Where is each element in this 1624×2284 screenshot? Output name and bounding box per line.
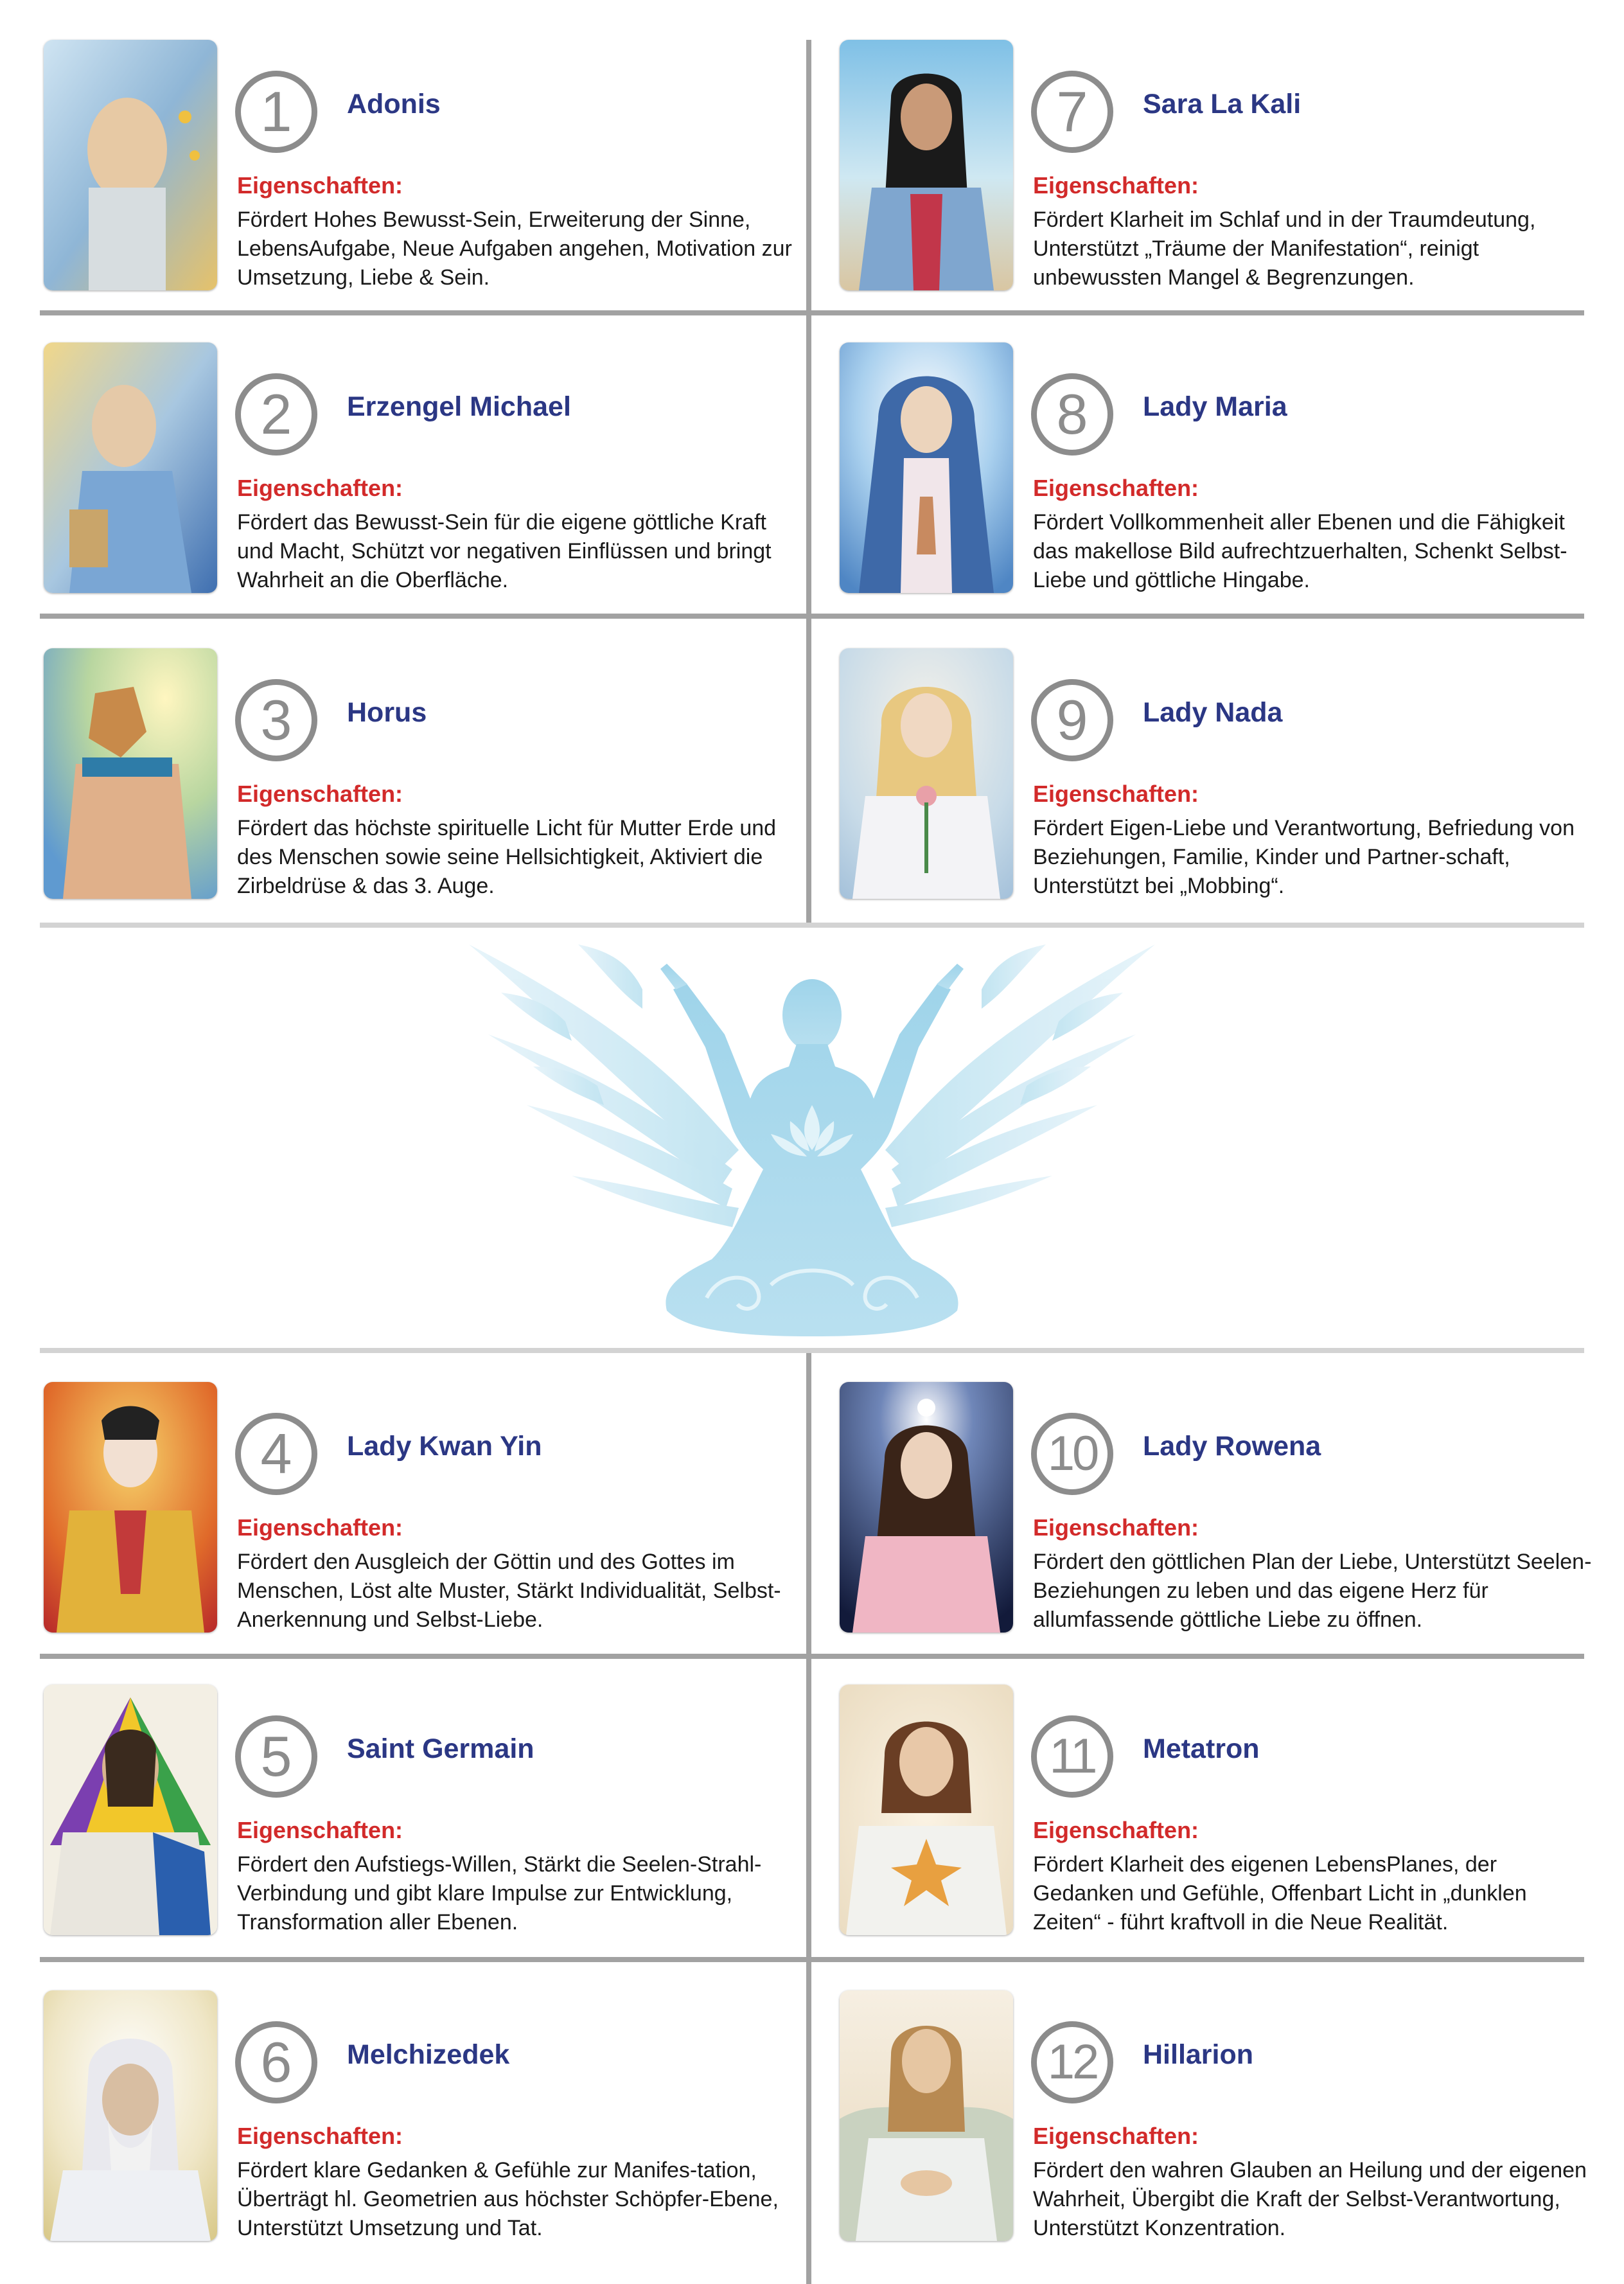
card-description: Fördert den Aufstiegs-Willen, Stärkt die Seelen-Strahl-Verbindung und gibt klare Impulse zur Entwicklung, Transformation aller Ebenen. — [237, 1852, 762, 1934]
card-description: Fördert das Bewusst-Sein für die eigene göttliche Kraft und Macht, Schützt vor negativen Einflüssen und bringt Wahrheit an die Oberfläche. — [237, 510, 772, 592]
column-divider-top — [806, 40, 811, 926]
card-image-hillarion — [840, 1990, 1013, 2241]
row-divider — [811, 310, 1584, 315]
card-image-melchizedek — [44, 1990, 217, 2241]
row-divider — [811, 1957, 1584, 1962]
card-label: Eigenschaften: — [237, 172, 403, 199]
card-description: Fördert Klarheit des eigenen LebensPlanes, der Gedanken und Gefühle, Offenbart Licht in „dunklen Zeiten“ - führt kraftvoll in die Neue Realität. — [1033, 1852, 1527, 1934]
card-label: Eigenschaften: — [237, 781, 403, 807]
card-title: Adonis — [347, 89, 441, 120]
card-image-adonis — [44, 40, 217, 290]
card-number: 3 — [235, 679, 317, 761]
card-description: Fördert Hohes Bewusst-Sein, Erweiterung der Sinne, LebensAufgabe, Neue Aufgaben angehen, Motivation zur Umsetzung, Liebe & Sein. — [237, 208, 792, 290]
card-lady-rowena — [838, 1382, 1596, 1652]
card-description: Fördert den göttlichen Plan der Liebe, Unterstützt Seelen-Beziehungen zu leben und das eigene Herz für allumfassende göttliche Liebe zu öffnen. — [1033, 1550, 1592, 1632]
row-divider — [811, 614, 1584, 619]
card-number: 7 — [1031, 71, 1113, 153]
card-number: 8 — [1031, 373, 1113, 456]
card-title: Sara La Kali — [1143, 89, 1302, 120]
card-title: Lady Rowena — [1143, 1431, 1321, 1462]
card-label: Eigenschaften: — [1033, 475, 1199, 501]
card-number: 1 — [235, 71, 317, 153]
card-lady-nada — [838, 648, 1596, 918]
card-label: Eigenschaften: — [237, 1817, 403, 1843]
row-divider — [40, 1654, 806, 1659]
card-number: 2 — [235, 373, 317, 456]
card-label: Eigenschaften: — [1033, 781, 1199, 807]
card-horus — [42, 648, 800, 918]
card-label: Eigenschaften: — [237, 1514, 403, 1541]
card-image-lady-maria — [840, 342, 1013, 593]
card-title: Metatron — [1143, 1733, 1260, 1764]
card-description: Fördert klare Gedanken & Gefühle zur Manifes-tation, Überträgt hl. Geometrien aus höchster Schöpfer-Ebene, Unterstützt Umsetzung und Tat. — [237, 2158, 779, 2240]
card-description: Fördert Vollkommenheit aller Ebenen und die Fähigkeit das makellose Bild aufrechtzuerhalten, Schenkt Selbst-Liebe und göttliche Hingabe. — [1033, 510, 1567, 592]
meditating-angel-icon — [450, 938, 1174, 1349]
card-image-lady-nada — [840, 648, 1013, 899]
card-description: Fördert das höchste spirituelle Licht für Mutter Erde und des Menschen sowie seine Hellsichtigkeit, Aktiviert die Zirbeldrüse & das 3. Auge. — [237, 816, 777, 898]
column-divider-bottom — [806, 1352, 811, 2284]
card-description: Fördert Eigen-Liebe und Verantwortung, Befriedung von Beziehungen, Familie, Kinder und Partner-schaft, Unterstützt bei „Mobbing“. — [1033, 816, 1575, 898]
card-image-horus — [44, 648, 217, 899]
card-image-metatron — [840, 1685, 1013, 1935]
card-title: Horus — [347, 697, 427, 728]
card-number: 4 — [235, 1413, 317, 1495]
card-metatron — [838, 1685, 1596, 1954]
card-label: Eigenschaften: — [237, 475, 403, 501]
card-title: Lady Nada — [1143, 697, 1283, 728]
card-image-lady-kwan-yin — [44, 1382, 217, 1633]
card-title: Saint Germain — [347, 1733, 534, 1764]
card-label: Eigenschaften: — [1033, 1514, 1199, 1541]
card-hillarion — [838, 1990, 1596, 2260]
card-image-sara-la-kali — [840, 40, 1013, 290]
row-divider — [40, 1957, 806, 1962]
section-divider — [40, 923, 1584, 928]
card-number: 12 — [1031, 2021, 1113, 2103]
card-label: Eigenschaften: — [237, 2123, 403, 2149]
card-image-lady-rowena — [840, 1382, 1013, 1633]
card-description: Fördert den wahren Glauben an Heilung und der eigenen Wahrheit, Übergibt die Kraft der Selbst-Verantwortung, Unterstützt Konzentration. — [1033, 2158, 1587, 2240]
card-melchizedek — [42, 1990, 800, 2260]
card-number: 9 — [1031, 679, 1113, 761]
card-adonis — [42, 40, 800, 310]
card-image-saint-germain — [44, 1685, 217, 1935]
card-sara-la-kali — [838, 40, 1596, 310]
card-description: Fördert Klarheit im Schlaf und in der Traumdeutung, Unterstützt „Träume der Manifestation“, reinigt unbewussten Mangel & Begrenzungen. — [1033, 208, 1536, 290]
card-number: 11 — [1031, 1715, 1113, 1798]
card-title: Melchizedek — [347, 2039, 510, 2070]
card-image-erzengel-michael — [44, 342, 217, 593]
card-title: Hillarion — [1143, 2039, 1254, 2070]
card-title: Lady Kwan Yin — [347, 1431, 542, 1462]
card-number: 5 — [235, 1715, 317, 1798]
card-saint-germain — [42, 1685, 800, 1954]
row-divider — [40, 614, 806, 619]
card-number: 10 — [1031, 1413, 1113, 1495]
card-description: Fördert den Ausgleich der Göttin und des Gottes im Menschen, Löst alte Muster, Stärkt Individualität, Selbst-Anerkennung und Selbst-Liebe. — [237, 1550, 781, 1632]
card-label: Eigenschaften: — [1033, 1817, 1199, 1843]
card-title: Erzengel Michael — [347, 391, 571, 422]
card-erzengel-michael — [42, 342, 800, 612]
row-divider — [40, 310, 806, 315]
card-title: Lady Maria — [1143, 391, 1287, 422]
card-number: 6 — [235, 2021, 317, 2103]
card-lady-maria — [838, 342, 1596, 612]
card-label: Eigenschaften: — [1033, 172, 1199, 199]
row-divider — [811, 1654, 1584, 1659]
card-label: Eigenschaften: — [1033, 2123, 1199, 2149]
card-lady-kwan-yin — [42, 1382, 800, 1652]
